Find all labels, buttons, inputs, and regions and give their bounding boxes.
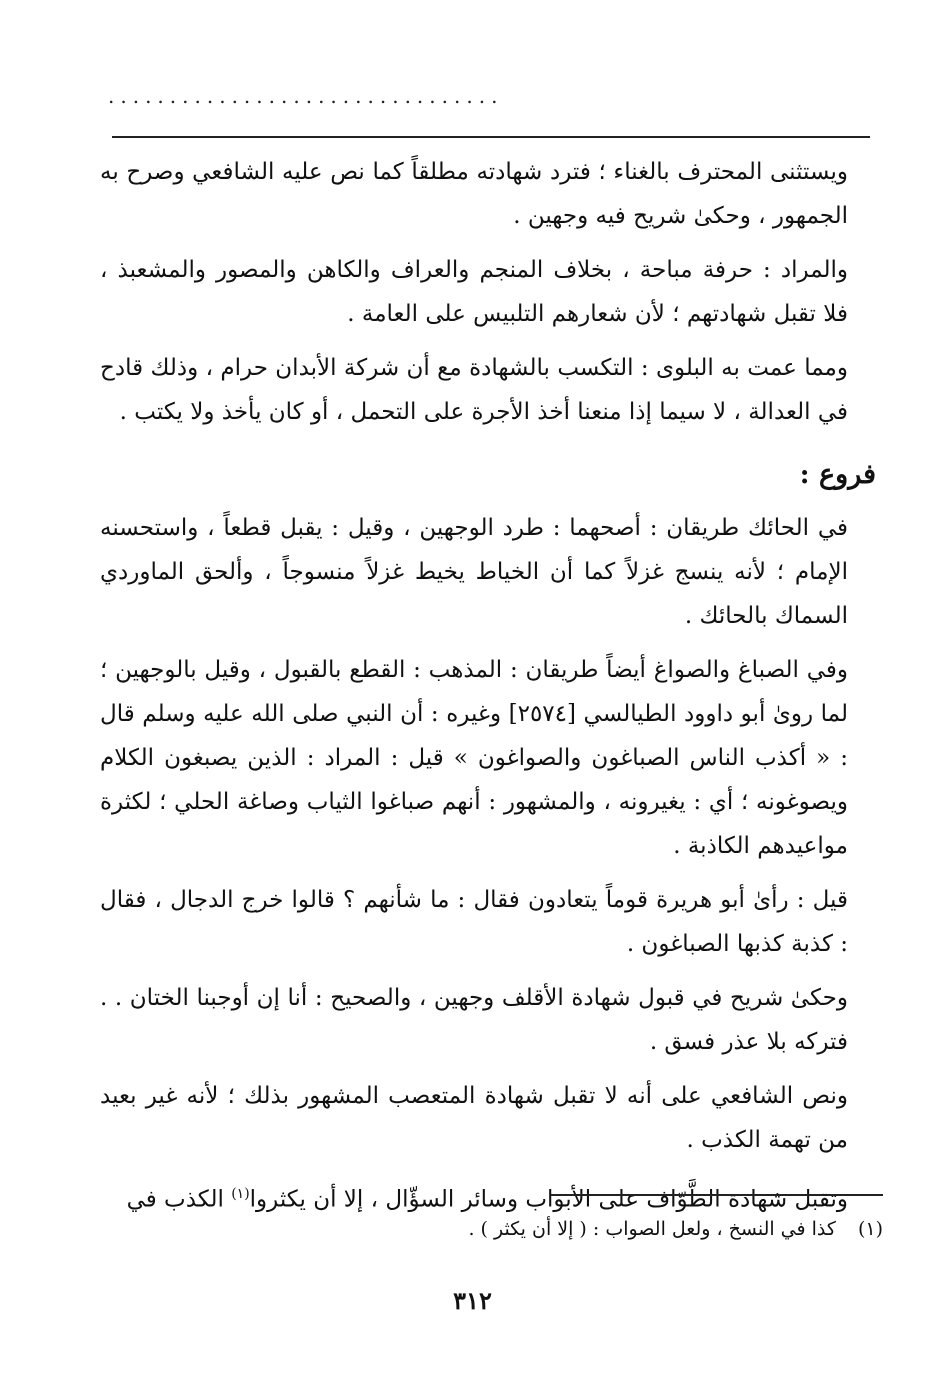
section-heading: فروع : <box>799 459 876 490</box>
paragraph-weaver: في الحائك طريقان : أصحهما : طرد الوجهين ، وقيل : يقبل قطعاً ، واستحسنه الإمام ؛ لأنه ينسج غزلاً كما أن الخياط يخيط غزلاً منسوجاً ، وألحق الماوردي السماك بالحائك . <box>100 515 848 629</box>
main-text <box>100 150 876 1232</box>
paragraph-beggars-continuation: الكذب في <box>126 1186 232 1213</box>
paragraph-testimony-earning: ومما عمت به البلوى : التكسب بالشهادة مع أن شركة الأبدان حرام ، وذلك قادح في العدالة ، لا سيما إذا منعنا أخذ الأجرة على التحمل ، أو كان يأخذ ولا يكتب . <box>100 355 848 425</box>
paragraph-singer: ويستثنى المحترف بالغناء ؛ فترد شهادته مطلقاً كما نص عليه الشافعي وصرح به الجمهور ، وحكىٰ شريح فيه وجهين . <box>100 159 848 229</box>
footnote-marker[interactable]: (١) <box>231 1186 250 1202</box>
paragraph-beggars-text: وتقبل شهادة الطَّوّاف على الأبواب وسائر السؤّال ، إلا أن يكثروا <box>249 1186 848 1213</box>
paragraph-dyer-goldsmith: وفي الصباغ والصواغ أيضاً طريقان : المذهب : القطع بالقبول ، وقيل بالوجهين ؛ لما روىٰ أبو داوود الطيالسي [٢٥٧٤] وغيره : أن النبي صلى الله عليه وسلم قال : « أكذب الناس الصباغون والصواغون » قيل : المراد : الذين يصبغون الكلام ويصوغونه ؛ أي : يغيرونه ، والمشهور : أنهم صباغوا الثياب وصاغة الحلي ؛ لكثرة مواعيدهم الكاذبة . <box>100 657 848 859</box>
paragraph-trade: والمراد : حرفة مباحة ، بخلاف المنجم والعراف والكاهن والمصور والمشعبذ ، فلا تقبل شهادتهم ؛ لأن شعارهم التلبيس على العامة . <box>100 257 848 327</box>
footnote-text: كذا في النسخ ، ولعل الصواب : ( إلا أن يكثر ) . <box>468 1218 836 1240</box>
footnote-number: (١) <box>857 1218 883 1240</box>
footnote-rule <box>551 1194 883 1196</box>
paragraph-fanatic: ونص الشافعي على أنه لا تقبل شهادة المتعصب المشهور بذلك ؛ لأنه غير بعيد من تهمة الكذب . <box>100 1083 848 1153</box>
page-number: ٣١٢ <box>453 1286 492 1315</box>
header-dots: ................................ <box>108 84 504 108</box>
header-rule <box>112 136 870 138</box>
paragraph-abu-hurayra: قيل : رأىٰ أبو هريرة قوماً يتعادون فقال : ما شأنهم ؟ قالوا خرج الدجال ، فقال : كذبة كذبها الصباغون . <box>100 887 848 957</box>
footnote <box>163 1214 883 1244</box>
paragraph-uncircumcised: وحكىٰ شريح في قبول شهادة الأقلف وجهين ، والصحيح : أنا إن أوجبنا الختان . . فتركه بلا عذر فسق . <box>100 985 848 1055</box>
